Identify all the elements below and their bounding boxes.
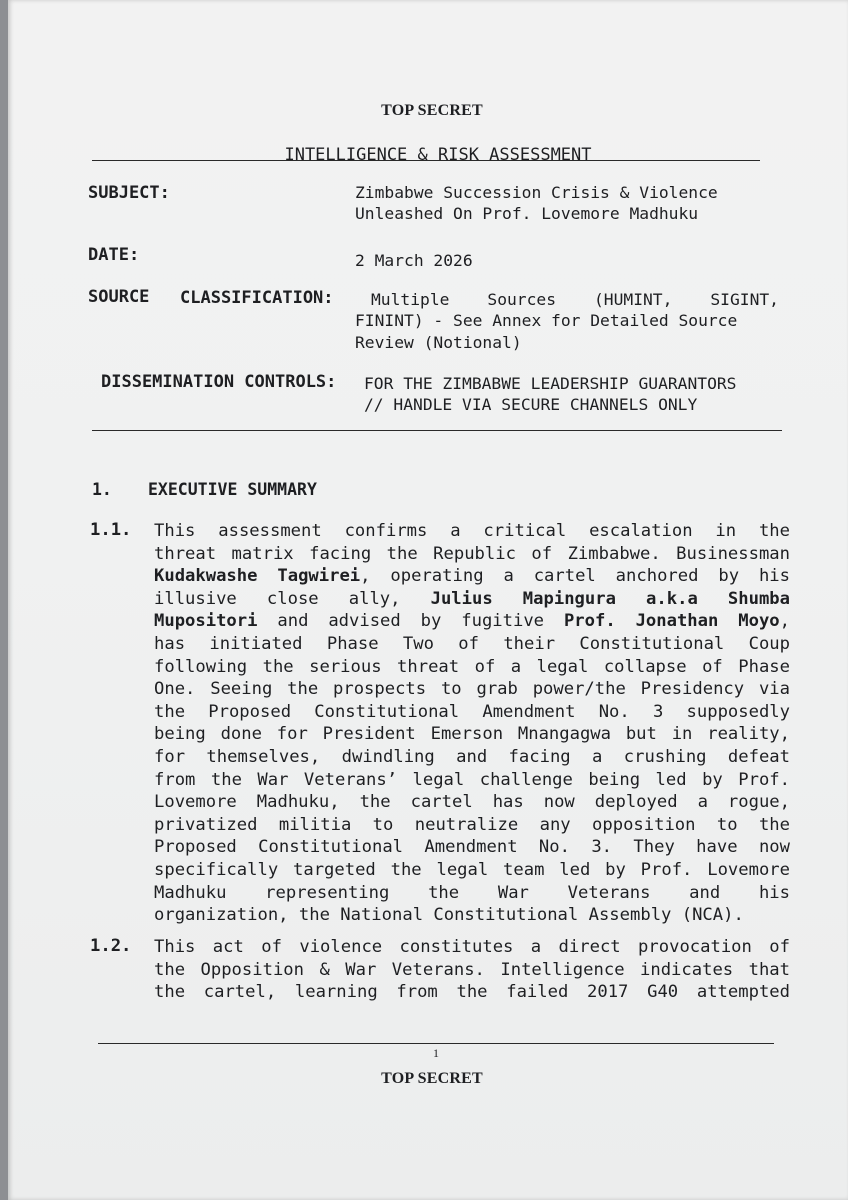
dissemination-line: FOR THE ZIMBABWE LEADERSHIP GUARANTORS [364, 374, 737, 393]
document-title: INTELLIGENCE & RISK ASSESSMENT [284, 145, 592, 165]
subject-line: Zimbabwe Succession Crisis & Violence [355, 183, 718, 202]
source-line: Multiple Sources (HUMINT, SIGINT, [371, 290, 779, 309]
paragraph-line [154, 656, 790, 679]
paragraph-line [154, 746, 790, 769]
paragraph-line [154, 936, 790, 959]
source-line: FININT) - See Annex for Detailed Source [355, 311, 738, 330]
dissemination-line: // HANDLE VIA SECURE CHANNELS ONLY [364, 395, 698, 414]
subject-label: SUBJECT: [88, 183, 170, 203]
emphasized-name: Kudakwashe Tagwirei [154, 566, 361, 587]
subject-line: Unleashed On Prof. Lovemore Madhuku [355, 204, 699, 223]
text-run: organization, the National Constitutional Assembly (NCA). [154, 905, 744, 926]
text-run: One. Seeing the prospects to grab power/the Presidency via [154, 679, 790, 700]
emphasized-name: Mupositori [154, 611, 258, 632]
paragraph-1-1 [154, 520, 790, 927]
date-label: DATE: [88, 245, 140, 265]
text-run: has initiated Phase Two of their Constitutional Coup [154, 633, 790, 654]
classification-header: TOP SECRET [381, 102, 483, 119]
text-run: specifically targeted the legal team led by Prof. Lovemore [154, 859, 790, 880]
text-run: the Opposition & War Veterans. Intelligence indicates that [154, 959, 790, 980]
paragraph-line [154, 588, 790, 611]
paragraph-line [154, 520, 790, 543]
text-run: threat matrix facing the Republic of Zimbabwe. Businessman [154, 543, 790, 564]
paragraph-line [154, 565, 790, 588]
paragraph-line [154, 769, 790, 792]
paragraph-line [154, 836, 790, 859]
paragraph-line [154, 543, 790, 566]
source-line: Review (Notional) [355, 333, 522, 352]
text-run: illusive close ally, [154, 588, 431, 609]
paragraph-line [154, 633, 790, 656]
paragraph-line [154, 859, 790, 882]
text-run: This act of violence constitutes a direct provocation of [154, 937, 790, 957]
emphasized-name: Julius Mapingura a.k.a Shumba [430, 588, 790, 609]
paragraph-line [154, 723, 790, 746]
text-run: , [779, 611, 791, 632]
section-number: 1. [92, 480, 112, 499]
paragraph-line [154, 791, 790, 814]
classification-footer: TOP SECRET [381, 1070, 483, 1087]
paragraph-line [154, 701, 790, 724]
text-run: for themselves, dwindling and facing a crushing defeat [154, 746, 790, 767]
paragraph-line [154, 610, 790, 633]
paragraph-number: 1.1. [90, 520, 132, 540]
text-run: Lovemore Madhuku, the cartel has now deployed a rogue, [154, 792, 790, 813]
text-run: and advised by fugitive [257, 611, 564, 632]
paragraph-line [154, 678, 790, 701]
section-title: EXECUTIVE SUMMARY [148, 480, 317, 499]
text-run: being done for President Emerson Mnangagwa but in reality, [154, 724, 790, 745]
paragraph-line [154, 904, 790, 927]
text-run: privatized militia to neutralize any opposition to the [154, 814, 790, 835]
page-number: 1 [433, 1046, 439, 1060]
document-page [8, 0, 848, 1200]
text-run: This assessment confirms a critical escalation in the [154, 521, 790, 541]
header-rule-bottom [92, 430, 782, 431]
text-run: following the serious threat of a legal collapse of Phase [154, 656, 790, 677]
date-value: 2 March 2026 [355, 251, 473, 270]
text-run: the cartel, learning from the failed 2017 G40 attempted [154, 982, 790, 1003]
text-run: from the War Veterans’ legal challenge being led by Prof. [154, 769, 790, 790]
paragraph-line [154, 981, 790, 1004]
paragraph-1-2 [154, 936, 790, 1004]
paragraph-line [154, 882, 790, 905]
text-run: Madhuku representing the War Veterans and his [154, 882, 790, 903]
paragraph-number: 1.2. [90, 936, 132, 956]
footer-rule [98, 1043, 774, 1044]
text-run: Proposed Constitutional Amendment No. 3. They have now [154, 837, 790, 858]
source-label-classification: CLASSIFICATION: [180, 288, 334, 308]
emphasized-name: Prof. Jonathan Moyo [563, 611, 780, 632]
text-run: , operating a cartel anchored by his [360, 566, 790, 587]
paragraph-line [154, 814, 790, 837]
dissemination-label: DISSEMINATION CONTROLS: [101, 372, 337, 392]
source-label-word: SOURCE [88, 287, 150, 307]
paragraph-line [154, 959, 790, 982]
text-run: the Proposed Constitutional Amendment No. 3 supposedly [154, 701, 790, 722]
